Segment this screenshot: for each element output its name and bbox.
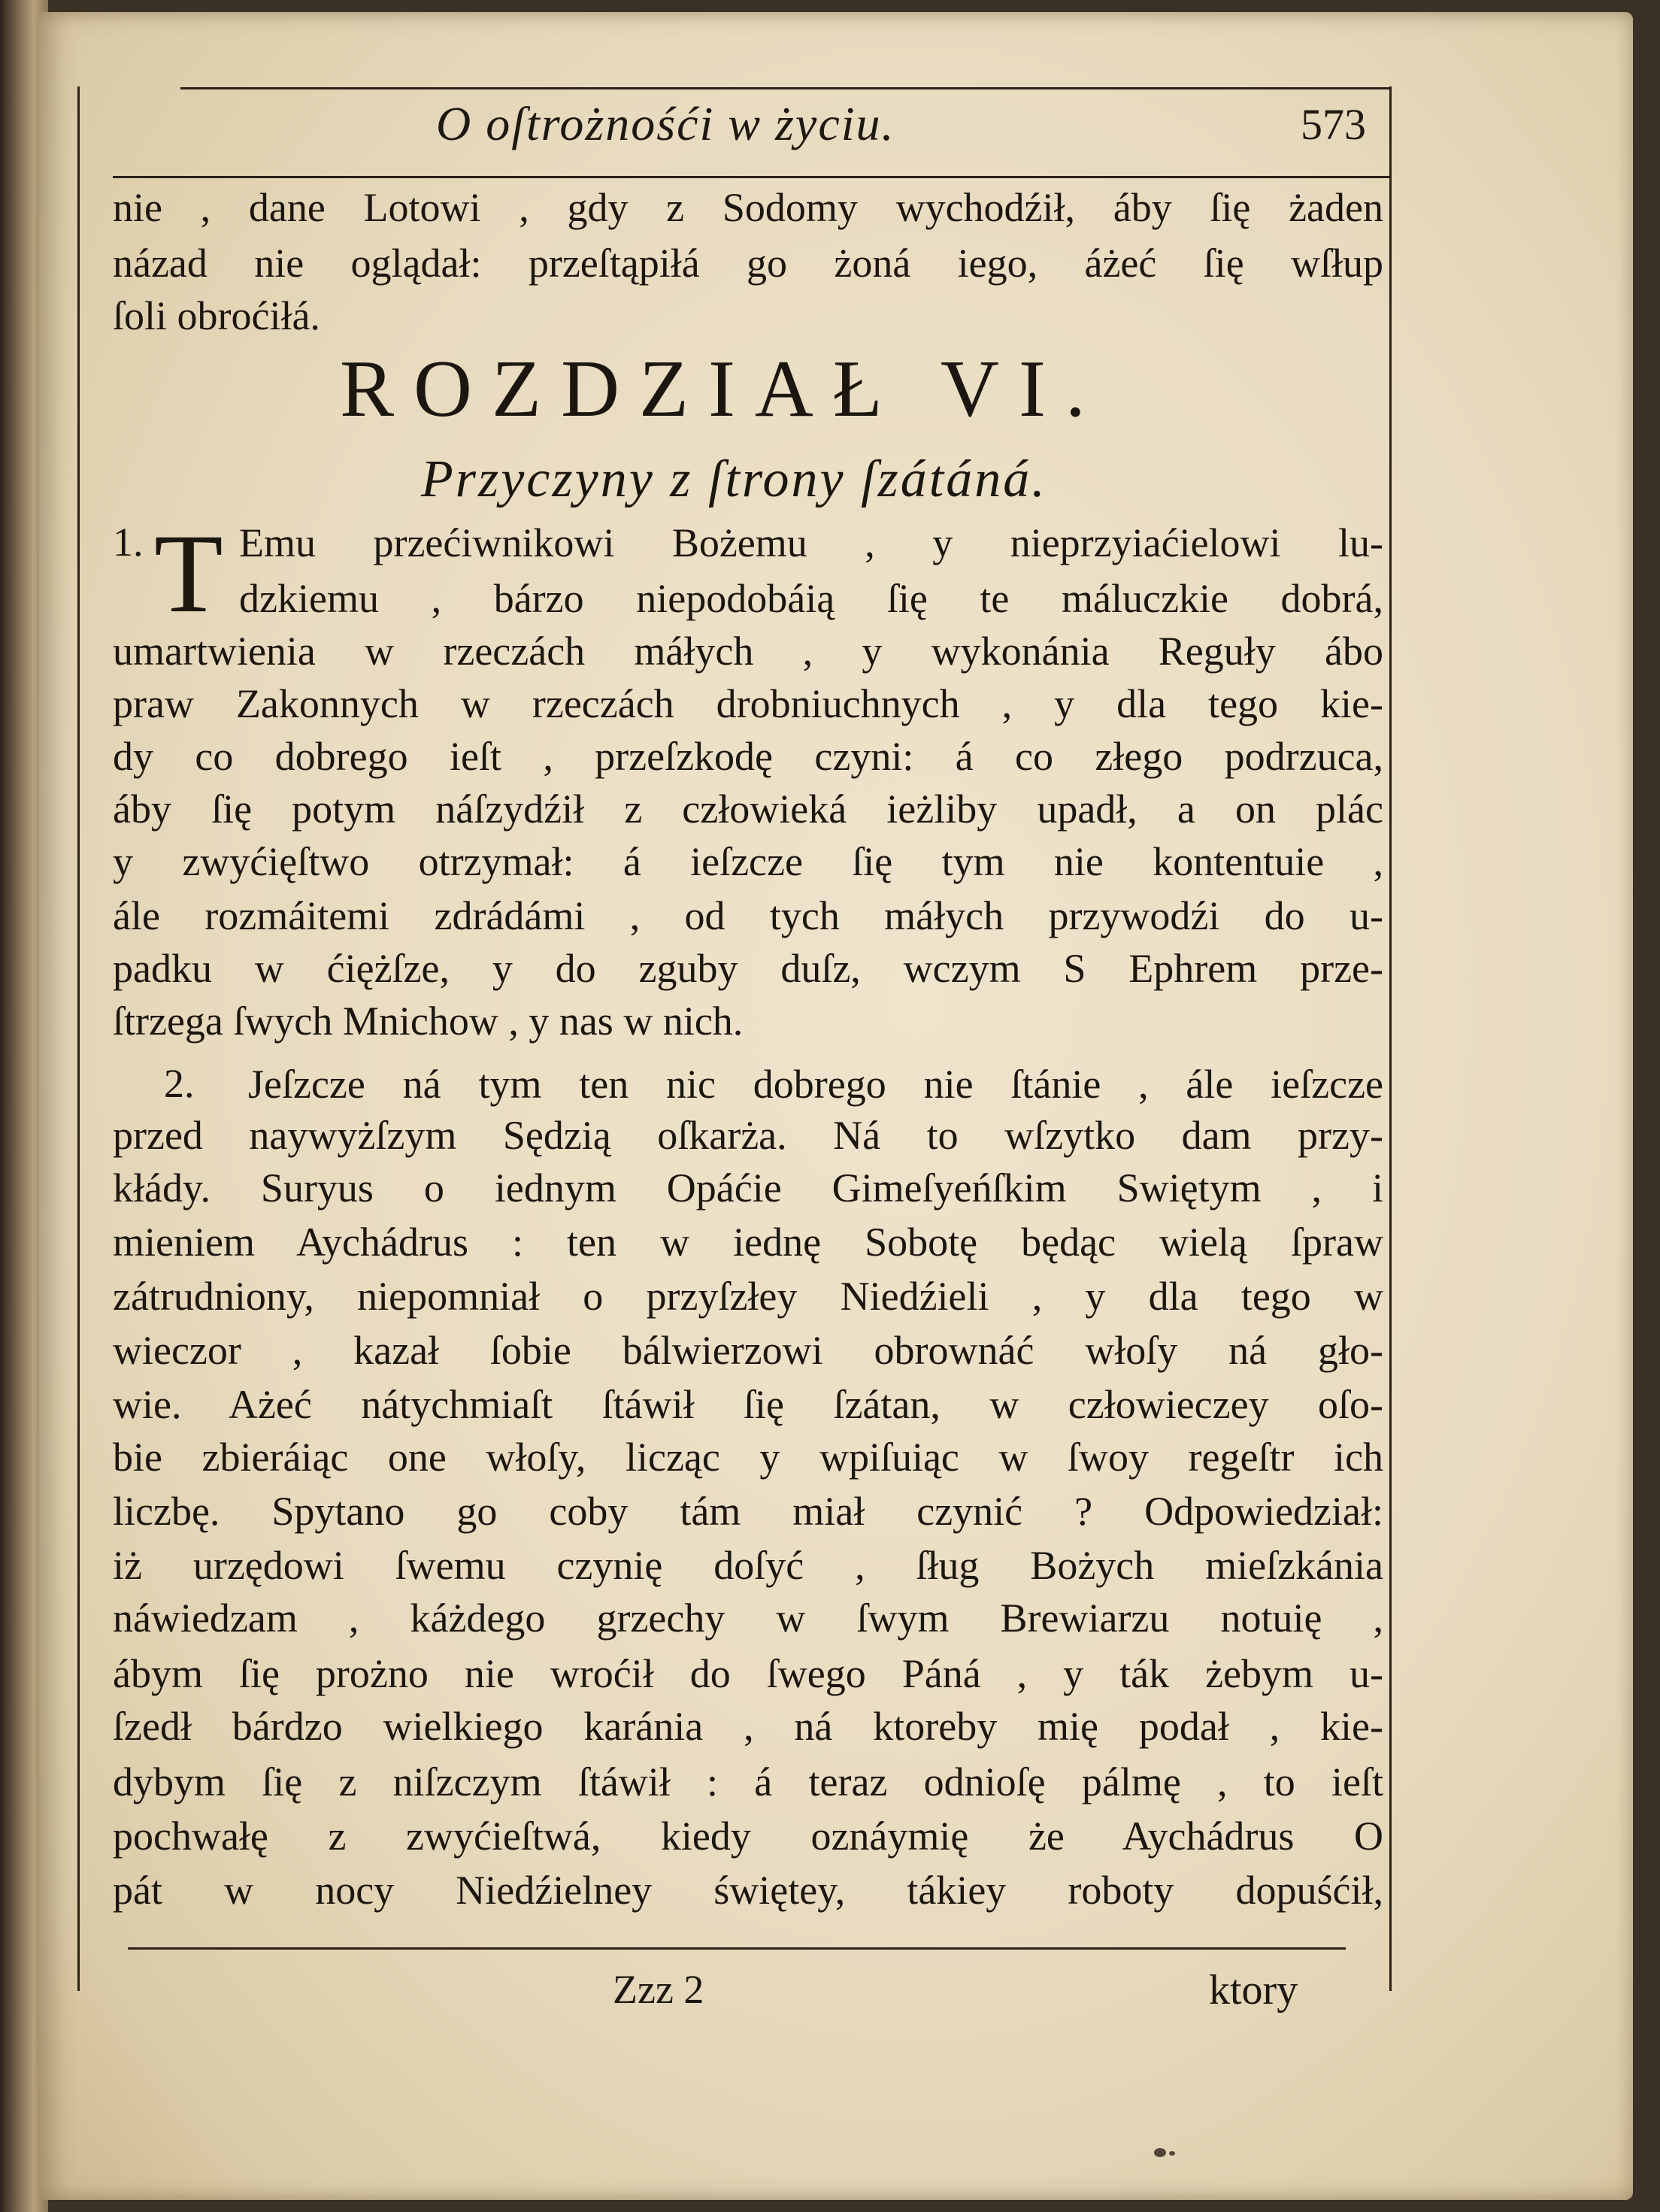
- text-line: názad nie oglądał: przeſtąpiłá go żoná iego, áżeć ſię wſłup: [113, 241, 1383, 286]
- chapter-subtitle: Przyczyny z ſtrony ſzátáná.: [421, 450, 1047, 508]
- signature-mark: Zzz 2: [613, 1967, 704, 2012]
- page-number: 573: [1301, 100, 1366, 149]
- text-line: pochwałę z zwyćieſtwá, kiedy oznáymię że Aychádrus O: [113, 1814, 1383, 1859]
- text-line: padku w ćiężſze, y do zguby duſz, wczym S Ephrem prze-: [113, 946, 1383, 991]
- running-title: O oſtrożnośći w życiu.: [436, 97, 895, 150]
- text-line: nie , dane Lotowi , gdy z Sodomy wychodźił, áby ſię żaden: [113, 185, 1383, 230]
- ink-blot: [1154, 2148, 1166, 2157]
- text-line: liczbę. Spytano go coby tám miał czynić ? Odpowiedział:: [113, 1489, 1383, 1534]
- text-line: Emu przećiwnikowi Bożemu , y nieprzyiaćielowi lu-: [239, 520, 1383, 565]
- drop-cap: T: [154, 511, 223, 636]
- text-line: ſzedł bárdzo wielkiego karánia , ná ktoreby mię podał , kie-: [113, 1704, 1383, 1749]
- text-line: ſtrzega ſwych Mnichow , y nas w nich.: [113, 998, 744, 1044]
- text-line: praw Zakonnych w rzeczách drobniuchnych , y dla tego kie-: [113, 681, 1383, 726]
- text-line: Jeſzcze ná tym ten nic dobrego nie ſtánie , ále ieſzcze: [248, 1062, 1383, 1107]
- text-line: przed naywyżſzym Sędzią oſkarża. Ná to wſzytko dam przy-: [113, 1113, 1383, 1158]
- text-line: wieczor , kazał ſobie bálwierzowi obrownáć włoſy ná gło-: [113, 1328, 1383, 1373]
- top-rule: [180, 87, 1391, 89]
- paragraph-number: 1.: [113, 520, 144, 565]
- text-line: áby ſię potym náſzydźił z człowieká ieżliby upadł, a on plác: [113, 786, 1383, 832]
- text-line: umartwienia w rzeczách máłych , y wykonánia Reguły ábo: [113, 629, 1383, 674]
- text-line: dybym ſię z niſzczym ſtáwił : á teraz odnioſę pálmę , to ieſt: [113, 1759, 1383, 1804]
- text-line: bie zbieráiąc one włoſy, licząc y wpiſuiąc w ſwoy regeſtr ich: [113, 1435, 1383, 1480]
- text-line: ábym ſię prożno nie wroćił do ſwego Páná , y ták żebym u-: [113, 1651, 1383, 1696]
- text-line: dy co dobrego ieſt , przeſzkodę czyni: á co złego podrzuca,: [113, 734, 1383, 779]
- text-line: ále rozmáitemi zdrádámi , od tych máłych przywodźi do u-: [113, 893, 1383, 938]
- footer-rule: [128, 1947, 1346, 1950]
- text-line: pát w nocy Niedźielney świętey, tákiey roboty dopuśćił,: [113, 1868, 1383, 1913]
- text-line: y zwyćięſtwo otrzymał: á ieſzcze ſię tym nie kontentuie ,: [113, 839, 1383, 884]
- text-line: wie. Ażeć nátychmiaſt ſtáwił ſię ſzátan, w człowieczey oſo-: [113, 1382, 1383, 1427]
- text-line: náwiedzam , káżdego grzechy w ſwym Brewiarzu notuię ,: [113, 1595, 1383, 1641]
- text-line: ſoli obroćiłá.: [113, 293, 320, 338]
- text-line: mieniem Aychádrus : ten w iednę Sobotę będąc wielą ſpraw: [113, 1220, 1383, 1265]
- catchword: ktory: [1209, 1967, 1298, 2014]
- paragraph-number: 2.: [164, 1061, 195, 1106]
- text-line: iż urzędowi ſwemu czynię doſyć , ſług Bożych mieſzkánia: [113, 1543, 1383, 1588]
- chapter-title: ROZDZIAŁ VI.: [340, 344, 1105, 434]
- header-rule: [113, 176, 1391, 178]
- text-line: kłády. Suryus o iednym Opáćie Gimeſyeńſkim Swiętym , i: [113, 1165, 1383, 1211]
- ink-blot: [1169, 2151, 1175, 2156]
- text-line: zátrudniony, niepomniał o przyſzłey Niedźieli , y dla tego w: [113, 1274, 1383, 1319]
- text-line: dzkiemu , bárzo niepodobáią ſię te máluczkie dobrá,: [239, 576, 1383, 621]
